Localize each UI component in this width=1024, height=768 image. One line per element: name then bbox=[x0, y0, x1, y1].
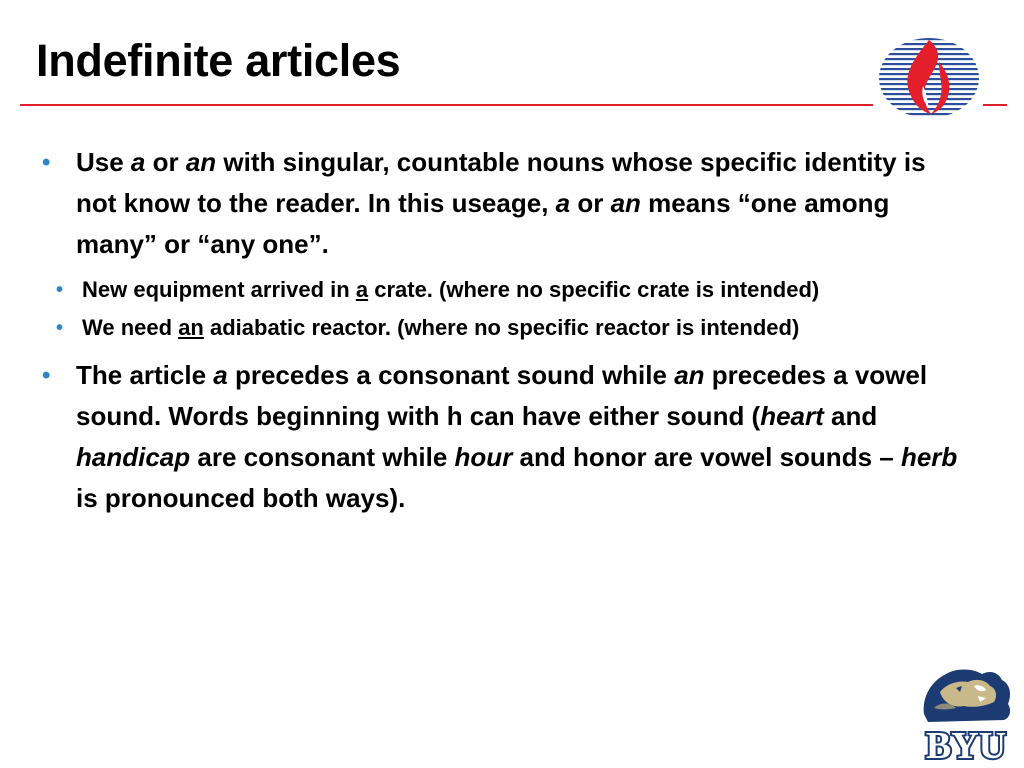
bullet-item: • Use a or an with singular, countable nouns whose specific identity is not know to the reader. In this useage, a or an means “one among many” or “any one”. bbox=[42, 142, 962, 265]
svg-text:BYU: BYU bbox=[925, 725, 1007, 764]
bullet-item: • The article a precedes a consonant sound while an precedes a vowel sound. Words beginning with h can have either sound (heart and handicap are consonant while hour and honor are vowel sounds – herb is pronounced both ways). bbox=[42, 355, 962, 519]
bullet-dot-icon: • bbox=[56, 317, 64, 339]
title-underline-tail bbox=[983, 104, 1007, 106]
sub-bullet-item: • New equipment arrived in a crate. (where no specific crate is intended) bbox=[42, 273, 962, 307]
sub-bullet-list bbox=[42, 273, 962, 345]
title-underline bbox=[20, 104, 873, 106]
sub-bullet-item: • We need an adiabatic reactor. (where no specific reactor is intended) bbox=[42, 311, 962, 345]
bullet-dot-icon: • bbox=[42, 149, 51, 176]
bullet-dot-icon: • bbox=[56, 279, 64, 301]
slide-title: Indefinite articles bbox=[36, 35, 401, 86]
flame-logo-icon bbox=[877, 36, 981, 120]
byu-cougar-logo-icon bbox=[916, 662, 1016, 764]
bullet-dot-icon: • bbox=[42, 362, 51, 389]
slide-body bbox=[42, 142, 962, 519]
